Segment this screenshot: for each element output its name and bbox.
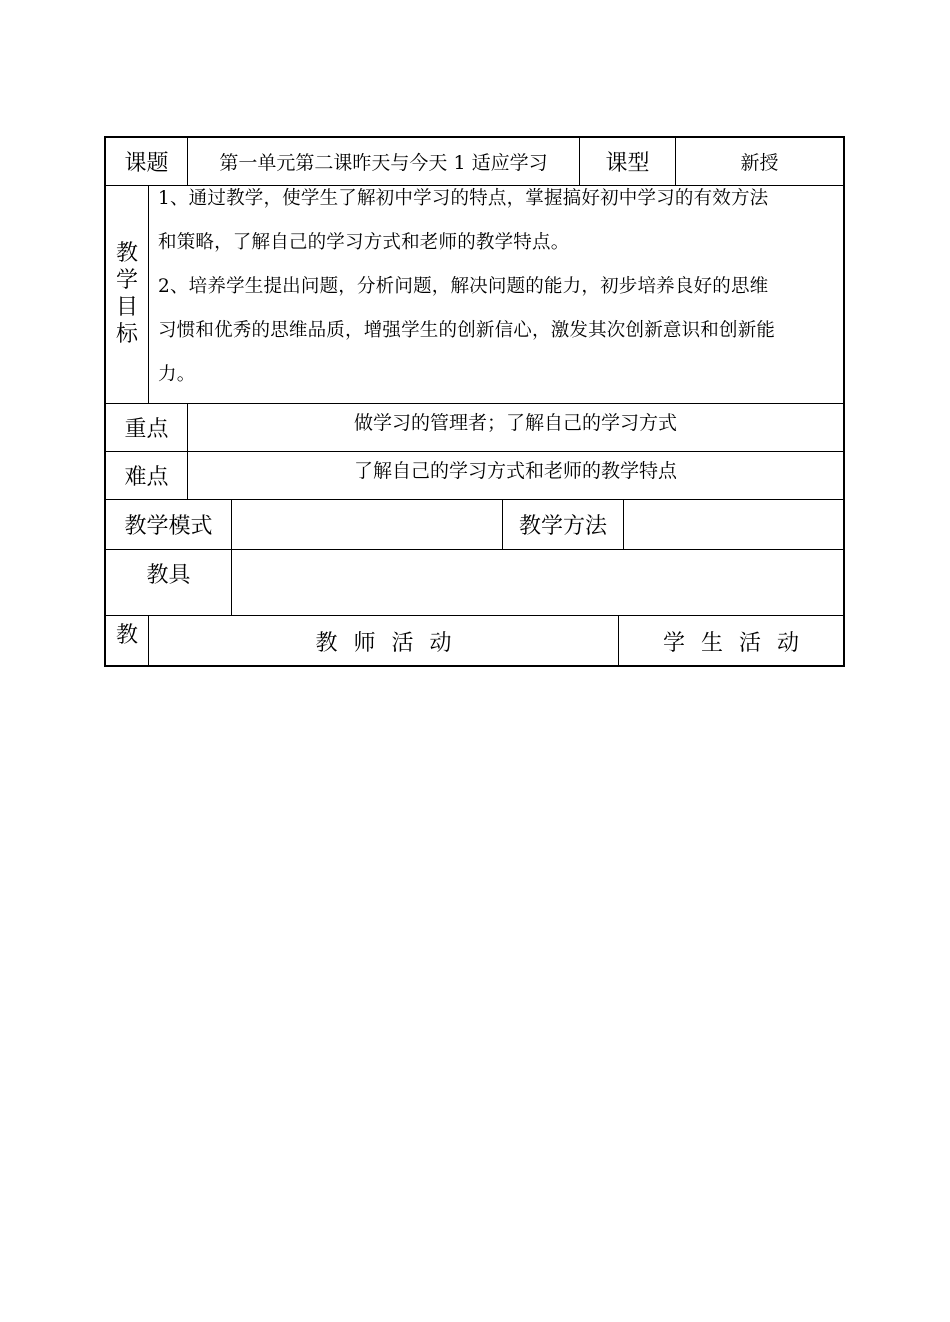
lesson-plan-table (104, 136, 845, 667)
col-divider (148, 185, 149, 403)
objectives-label: 教学目标 (115, 241, 138, 347)
objective-line: 力。 (158, 364, 196, 385)
key-point-value: 做学习的管理者；了解自己的学习方式 (353, 412, 677, 434)
objective-line: 2、培养学生提出问题，分析问题，解决问题的能力，初步培养良好的思维 (158, 276, 769, 297)
objectives-text (158, 186, 844, 403)
teaching-method-value (624, 500, 843, 549)
difficulty-label: 难点 (124, 465, 169, 490)
objective-line: 习惯和优秀的思维品质，增强学生的创新信心，激发其次创新意识和创新能 (158, 320, 776, 341)
type-label: 课型 (605, 151, 650, 176)
teacher-activity-header: 教师活动 (315, 631, 468, 656)
topic-label: 课题 (124, 151, 169, 176)
objective-line: 1、通过教学，使学生了解初中学习的特点，掌握搞好初中学习的有效方法 (158, 188, 769, 209)
type-value: 新授 (740, 152, 779, 174)
teaching-tools-value (232, 550, 843, 615)
key-point-label: 重点 (124, 417, 169, 442)
teaching-tools-label: 教具 (146, 563, 191, 588)
teaching-mode-label: 教学模式 (124, 514, 213, 539)
teaching-mode-value (232, 500, 502, 549)
topic-value: 第一单元第二课昨天与今天 1 适应学习 (219, 152, 548, 174)
teaching-method-label: 教学方法 (518, 514, 607, 539)
process-label: 教 (115, 623, 138, 648)
student-activity-header: 学生活动 (662, 631, 815, 656)
difficulty-value: 了解自己的学习方式和老师的教学特点 (353, 460, 677, 482)
objective-line: 和策略，了解自己的学习方式和老师的教学特点。 (158, 232, 570, 253)
